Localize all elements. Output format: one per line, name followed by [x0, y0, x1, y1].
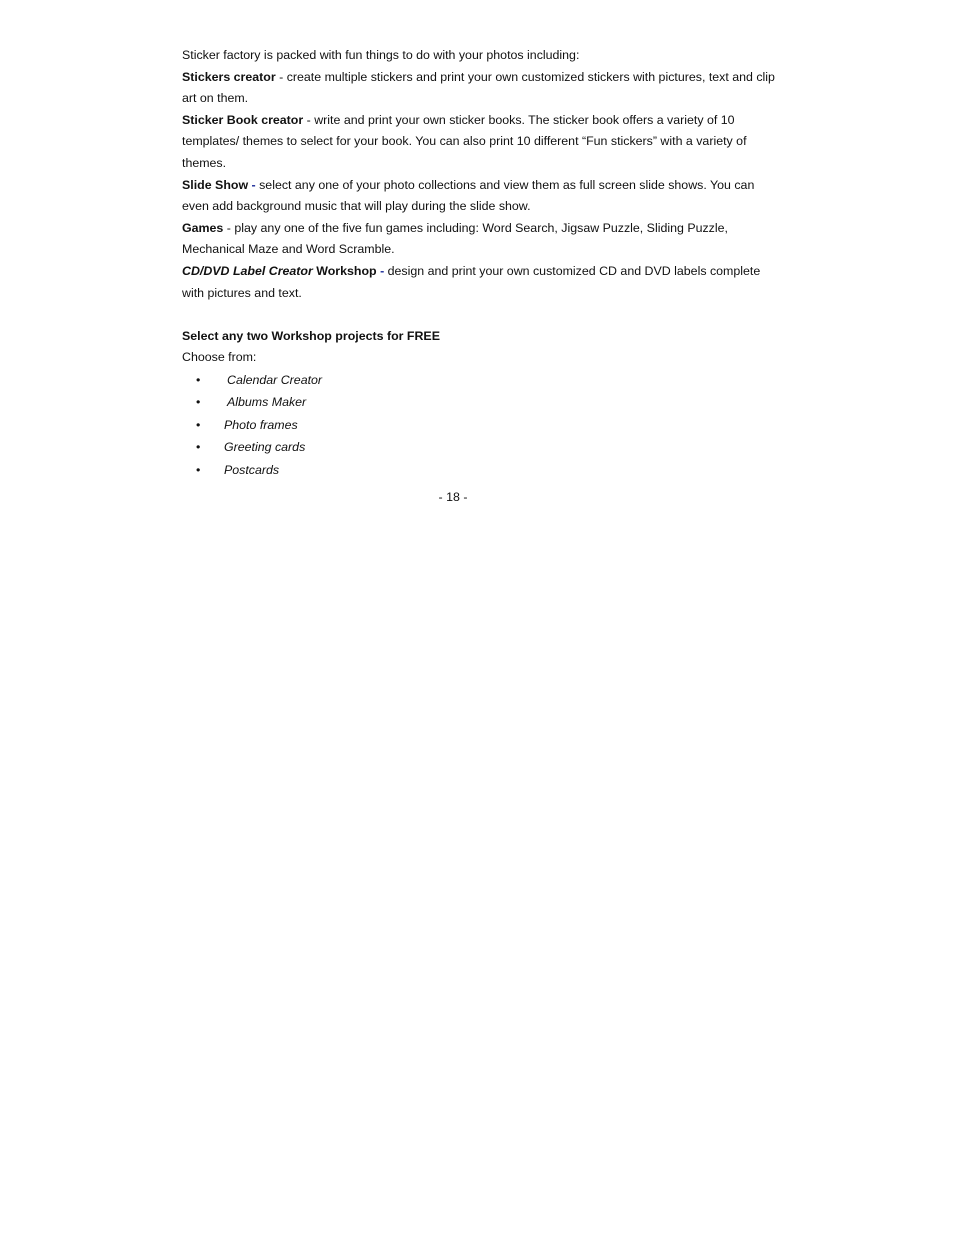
bullet-icon: • [196, 395, 201, 410]
list-item [182, 391, 782, 414]
bullet-icon: • [196, 462, 201, 477]
feature-description: design and print your own customized CD and DVD labels complete with pictures and text. [182, 263, 761, 300]
feature-cd-dvd-label-creator [182, 261, 782, 304]
feature-dash: - [376, 263, 388, 278]
feature-dash: - [223, 220, 235, 235]
feature-description: create multiple stickers and print your own customized stickers with pictures, text and clip art on them. [182, 69, 775, 106]
page-content [182, 45, 782, 481]
feature-dash: - [248, 177, 260, 192]
feature-games [182, 218, 782, 261]
list-item [182, 459, 782, 482]
list-item [182, 436, 782, 459]
feature-description: write and print your own sticker books. The sticker book offers a variety of 10 templates/ themes to select for your book. You can also print 10 different “Fun stickers” with a variety of themes. [182, 112, 747, 170]
paragraph-spacer [182, 304, 782, 326]
bullet-icon: • [196, 440, 201, 455]
feature-dash: - [303, 112, 315, 127]
feature-term: Games [182, 220, 224, 235]
feature-description: select any one of your photo collections and view them as full screen slide shows. You can even add background music that will play during the slide show. [182, 177, 755, 214]
feature-term: Workshop [312, 263, 377, 278]
feature-stickers-creator [182, 67, 782, 110]
list-item-label: Greeting cards [224, 440, 306, 455]
choose-label: Choose from: [182, 350, 257, 365]
list-item-label: Calendar Creator [227, 372, 323, 387]
feature-term: Sticker Book creator [182, 112, 304, 127]
bullet-icon: • [196, 372, 201, 387]
list-item-label: Photo frames [224, 417, 298, 432]
page-number: - 18 - [438, 490, 468, 504]
list-item [182, 414, 782, 437]
feature-slide-show [182, 175, 782, 218]
workshop-project-list [182, 369, 782, 482]
feature-description: play any one of the five fun games including: Word Search, Jigsaw Puzzle, Sliding Puzzle, Mechanical Maze and Word Scramble. [182, 220, 728, 257]
list-item-label: Albums Maker [227, 395, 307, 410]
list-item [182, 369, 782, 392]
bullet-icon: • [196, 417, 201, 432]
list-item-label: Postcards [224, 462, 280, 477]
intro-paragraph: Sticker factory is packed with fun things to do with your photos including: [182, 48, 580, 62]
feature-term: Slide Show [182, 177, 249, 192]
feature-dash: - [275, 69, 287, 84]
feature-sticker-book-creator [182, 110, 782, 175]
feature-term: Stickers creator [182, 69, 276, 84]
feature-term-italic: CD/DVD Label Creator [182, 263, 313, 278]
section-heading: Select any two Workshop projects for FREE [182, 328, 440, 343]
